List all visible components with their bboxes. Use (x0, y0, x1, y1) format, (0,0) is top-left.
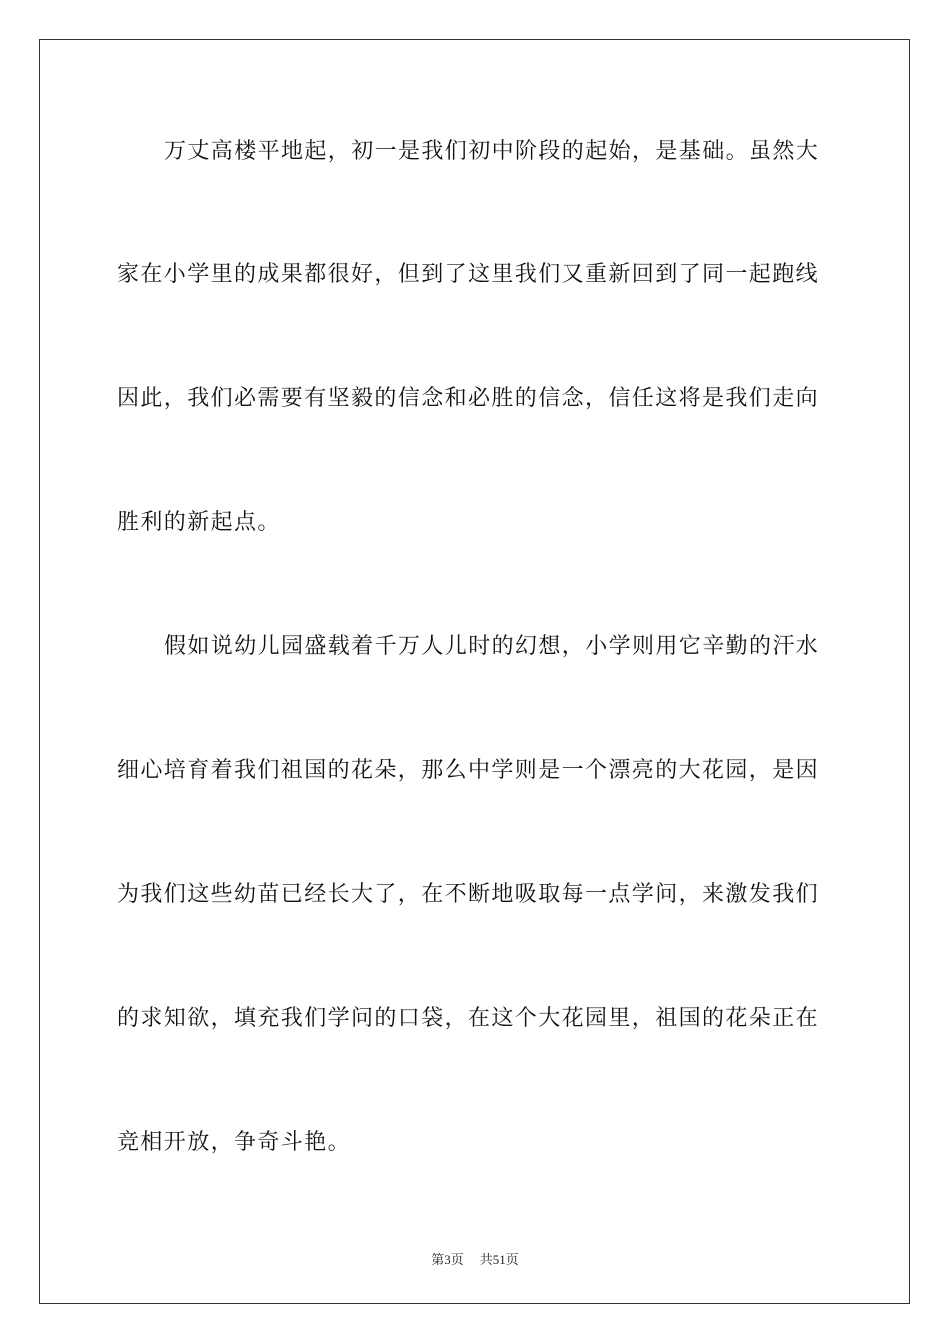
page-number: 第3页 (431, 1252, 464, 1267)
total-pages: 共51页 (479, 1252, 519, 1267)
paragraph-2-line-4: 的求知欲，填充我们学问的口袋，在这个大花园里，祖国的花朵正在 (117, 1006, 820, 1031)
paragraph-1-line-3: 因此，我们必需要有坚毅的信念和必胜的信念，信任这将是我们走向 (117, 386, 820, 411)
page-border (39, 39, 910, 1304)
paragraph-2-line-2: 细心培育着我们祖国的花朵，那么中学则是一个漂亮的大花园，是因 (117, 758, 820, 783)
paragraph-1-line-1: 万丈高楼平地起，初一是我们初中阶段的起始，是基础。虽然大 (164, 139, 820, 164)
paragraph-2-line-3: 为我们这些幼苗已经长大了，在不断地吸取每一点学问，来激发我们 (117, 882, 820, 907)
paragraph-2-line-1: 假如说幼儿园盛载着千万人儿时的幻想，小学则用它辛勤的汗水 (164, 634, 820, 659)
paragraph-1-line-2: 家在小学里的成果都很好，但到了这里我们又重新回到了同一起跑线 (117, 262, 820, 287)
paragraph-2-line-5: 竞相开放，争奇斗艳。 (117, 1130, 352, 1155)
page-footer (0, 1249, 950, 1268)
paragraph-1-line-4: 胜利的新起点。 (117, 510, 281, 535)
